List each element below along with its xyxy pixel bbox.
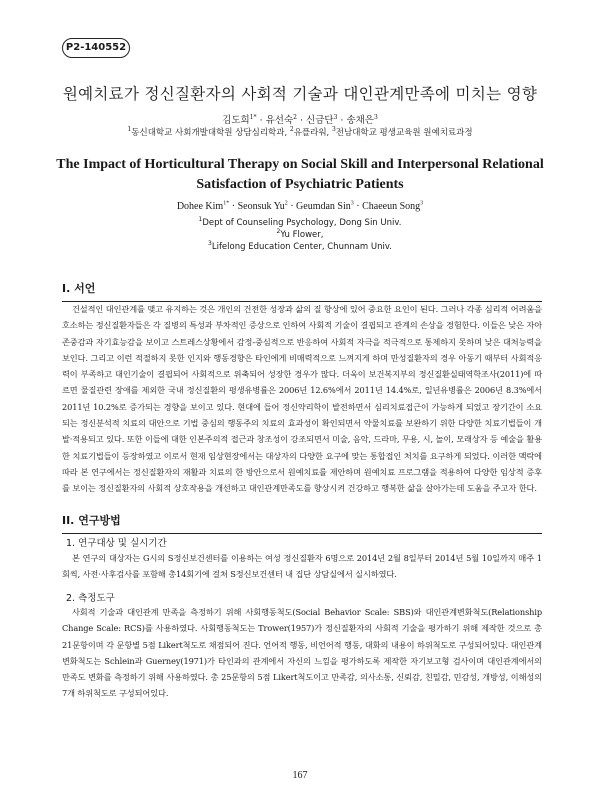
affiliation-text: Yu Flower, [280,230,324,240]
author-separator: · [353,201,363,212]
section-heading-introduction: I. 서언 [62,280,542,302]
author-name: Seonsuk Yu [237,201,285,212]
authors-english [0,201,600,212]
affiliation-superscript: 1 [127,126,132,134]
author-name: Geumdan Sin [296,201,351,212]
author-separator: · [287,201,297,212]
author-superscript: 3 [373,113,378,121]
author-superscript: 3 [350,200,354,207]
author-superscript: 3 [333,113,338,121]
affiliation-english-1 [0,218,600,228]
author-superscript: 2 [293,113,297,121]
paper-code-badge: P2-140552 [62,38,130,58]
author-superscript: 3 [420,200,424,207]
author-name: 유선숙 [265,115,294,126]
affiliation-superscript: 3 [331,126,336,134]
affiliation-superscript: 2 [289,126,294,134]
affiliation-text: 동신대학교 사회개발대학원 상담심리학과, [131,128,290,138]
subjects-paragraph: 본 연구의 대상자는 G시의 S정신보건센터를 이용하는 여성 정신질환자 6명으로 2014년 2월 8일부터 2014년 5월 10일까지 매주 1회씩, 사전·사후검사를 포함해 총14회기에 걸쳐 S정신보건센터 내 집단 상담실에서 실시하였다. [62,553,542,580]
author-superscript: 1* [223,200,230,207]
affiliation-text: 유플라워, [293,128,332,138]
title-korean: 원예치료가 정신질환자의 사회적 기술과 대인관계만족에 미치는 영향 [62,85,538,103]
affiliations-korean [0,126,600,138]
affiliation-english-2 [0,230,600,240]
section-heading-methods: II. 연구방법 [62,512,542,534]
author-separator: · [337,115,347,126]
affiliation-superscript: 2 [276,228,281,236]
affiliation-english-3 [0,242,600,252]
introduction-paragraph: 건설적인 대인관계를 맺고 유지하는 것은 개인의 건전한 성장과 삶의 질 향상에 있어 중요한 요인이 된다. 그러나 각종 심리적 어려움을 호소하는 정신질환자들은 각 질병의 특성과 부차적인 증상으로 인하여 사회적 기술이 결핍되고 관계의 손상을 경험한다. 이들은 낮은 자아존중감과 자기효능감을 보이고 스트레스상황에서 감정-중심적으로 반응하여 사회적 자극을 적극적으로 통제하지 못하며 낮은 대처능력을 보인다. 그리고 이런 적절하지 못한 인지와 행동경향은 타인에게 비매력적으로 느껴지게 하며 만성질환자의 경우 아동기 때부터 사회적응력이 부족하고 대인기술이 결핍되어 사회적으로 위축되어 성장한 경우가 많다. 더욱이 보건복지부의 정신질환실태역학조사(2011)에 따르면 물질관련 장애를 제외한 국내 정신질환의 평생유병률은 2006년 12.6%에서 2011년 14.4%로, 일년유병률은 2006년 8.3%에서 2011년 10.2%로 증가되는 경향을 보이고 있다. 현대에 들어 정신약리학이 발전하면서 심리치료접근이 가능하게 되었고 장기간이 소요되는 정신분석적 치료의 대안으로 기법 중심의 행동주의 치료의 효과성이 확인되면서 약물치료를 보완하기 위한 다양한 치료기법들이 개발·적용되고 있다. 또한 이들에 대한 인본주의적 접근과 창조성이 강조되면서 미술, 음악, 드라마, 무용, 시, 놀이, 모래상자 등 예술을 활용한 치료기법들이 등장하였고 이로서 현재 임상현장에서는 대상자의 다양한 요구에 맞는 통합접인 처치를 요구하게 되었다. 이러한 맥락에 따라 본 연구에서는 정신질환자의 재활과 치료의 한 방안으로서 원예치료를 제안하며 원예치료 프로그램을 적용하여 다양한 임상적 증후를 보이는 정신질환자의 사회적 상호작용을 개선하고 대인관계만족도를 향상시켜 건강하고 행복한 삶을 살아가는데 도움을 주고자 한다. [62,304,542,494]
subsection-heading-instruments: 2. 측정도구 [66,593,115,604]
affiliation-superscript: 1 [198,216,203,224]
affiliation-text: 전남대학교 평생교육원 원예치료과정 [335,128,473,138]
subsection-heading-subjects: 1. 연구대상 및 실시기간 [66,538,167,549]
author-name: Chaeeun Song [362,201,421,212]
affiliation-text: Lifelong Education Center, Chunnam Univ. [211,242,392,252]
authors-korean [0,112,600,126]
author-superscript: 1* [249,113,257,121]
author-name: 송채은 [346,115,374,126]
title-english: The Impact of Horticultural Therapy on Social Skill and Interpersonal Relational Satisfaction of Psychiatric Patients [56,157,544,192]
author-name: 신금단 [306,115,334,126]
author-name: 김도희 [222,115,250,126]
affiliation-text: Dept of Counseling Psychology, Dong Sin Univ. [202,218,402,228]
author-name: Dohee Kim [176,201,224,212]
author-superscript: 2 [284,200,288,207]
author-separator: · [256,115,266,126]
instruments-paragraph: 사회적 기술과 대인관계 만족을 측정하기 위해 사회행동척도(Social Behavior Scale: SBS)와 대인관계변화척도(Relationship Change Scale: RCS)를 사용하였다. 사회행동척도는 Trower(1957)가 정신질환자의 사회적 기술을 평가하기 위해 제작한 것으로 총 21문항이며 각 문항별 5점 Likert척도로 채점되어 진다. 언어적 행동, 비언어적 행동, 대화의 내용이 하위척도로 구성되어있다. 대인관계변화척도는 Schlein과 Guerney(1971)가 타인과의 관계에서 자신의 느낌을 평가하도록 제작한 자기보고형 검사이며 대인관계에서의 만족도 변화를 측정하기 위해 사용하였다. 총 25문항의 5점 Likert척도이고 만족감, 의사소통, 신뢰감, 친밀감, 민감성, 개방성, 이해성의 7개 하위척도로 구성되어있다. [62,607,542,699]
author-separator: · [296,115,307,126]
author-separator: · [229,201,238,212]
page-number: 167 [292,770,308,781]
affiliation-superscript: 3 [208,240,212,248]
